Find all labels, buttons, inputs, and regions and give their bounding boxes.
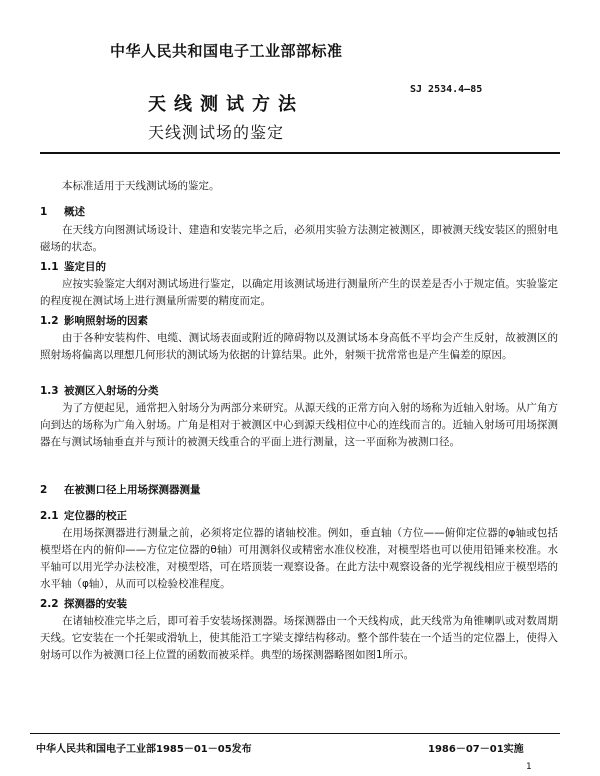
section-number: 2.1	[40, 510, 59, 522]
section-1-3-body: 为了方便起见，通常把入射场分为两部分来研究。从源天线的正常方向入射的场称为近轴入射场。从广角方向到达的场称为广角入射场。广角是相对于被测区中心到源天线相位中心的连线而言的。近轴入射场可用场探测器在与测试场轴垂直并与预计的被测天线重合的平面上进行测量，这一平面称为被测口径。	[40, 402, 558, 448]
section-title: 探测器的安装	[64, 598, 127, 610]
section-2-2-heading	[40, 596, 127, 611]
section-title: 概述	[64, 206, 85, 218]
section-1-3-heading	[40, 383, 159, 398]
document-subtitle: 天线测试场的鉴定	[148, 123, 285, 142]
section-1-body: 在天线方向图测试场设计、建造和安装完毕之后，必须用实验方法测定被测区，即被测天线安装区的照射电磁场的状态。	[40, 224, 558, 253]
section-title: 在被测口径上用场探测器测量	[64, 484, 201, 496]
section-number: 1	[40, 206, 48, 218]
footer-divider	[30, 733, 560, 734]
section-number: 2.2	[40, 598, 59, 610]
page-number: 1	[526, 762, 532, 772]
section-2-2-body: 在诸轴校准完毕之后，即可着手安装场探测器。场探测器由一个天线构成，此天线常为角锥喇叭或对数周期天线。它安装在一个托架或滑轨上，使其能沿工字梁支撑结构移动。整个部件装在一个适当的定位器上，使得入射场可以作为被测口径上位置的函数而被采样。典型的场探测器略图如图1所示。	[40, 615, 558, 661]
header-divider	[40, 152, 560, 154]
standard-number: SJ 2534.4—85	[410, 84, 483, 95]
document-title: 天线测试方法	[148, 94, 304, 115]
effective-date: 1986－07－01实施	[428, 744, 524, 755]
section-1-1-heading	[40, 259, 106, 274]
section-2-1-body: 在用场探测器进行测量之前，必须将定位器的诸轴校准。例如，垂直轴（方位——俯仰定位器的φ轴或包括模型塔在内的俯仰——方位定位器的θ轴）可用测斜仪或精密水准仪校准，对模型塔也可以使用铅锤来校准。水平轴可以用光学办法校准，对模型塔，可在塔顶装一观察设备。在此方法中观察设备的光学视线相应于模型塔的水平轴（φ轴），从而可以检验校准程度。	[40, 527, 558, 590]
section-title: 被测区入射场的分类	[64, 385, 159, 397]
section-2-1-heading	[40, 508, 127, 523]
section-number: 1.3	[40, 385, 59, 397]
section-number: 1.1	[40, 261, 59, 273]
issuing-body-title: 中华人民共和国电子工业部部标准	[110, 42, 343, 60]
section-1-2-body: 由于各种安装构件、电缆、测试场表面或附近的障碍物以及测试场本身高低不平均会产生反射，故被测区的照射场将偏离以理想几何形状的测试场为依据的计算结果。此外，射频干扰常常也是产生偏差的原因。	[40, 332, 558, 361]
section-1-2-heading	[40, 313, 148, 328]
section-title: 影响照射场的因素	[64, 315, 148, 327]
section-title: 鉴定目的	[64, 261, 106, 273]
section-1-1-body: 应按实验鉴定大纲对测试场进行鉴定，以确定用该测试场进行测量所产生的误差是否小于规定值。实验鉴定的程度视在测试场上进行测量所需要的精度而定。	[40, 278, 558, 307]
section-number: 2	[40, 484, 48, 496]
section-1-heading	[40, 204, 85, 219]
section-2-heading	[40, 482, 201, 497]
issue-date: 中华人民共和国电子工业部1985－01－05发布	[36, 744, 252, 755]
section-title: 定位器的校正	[64, 510, 127, 522]
intro-paragraph: 本标准适用于天线测试场的鉴定。	[62, 180, 220, 192]
section-number: 1.2	[40, 315, 59, 327]
